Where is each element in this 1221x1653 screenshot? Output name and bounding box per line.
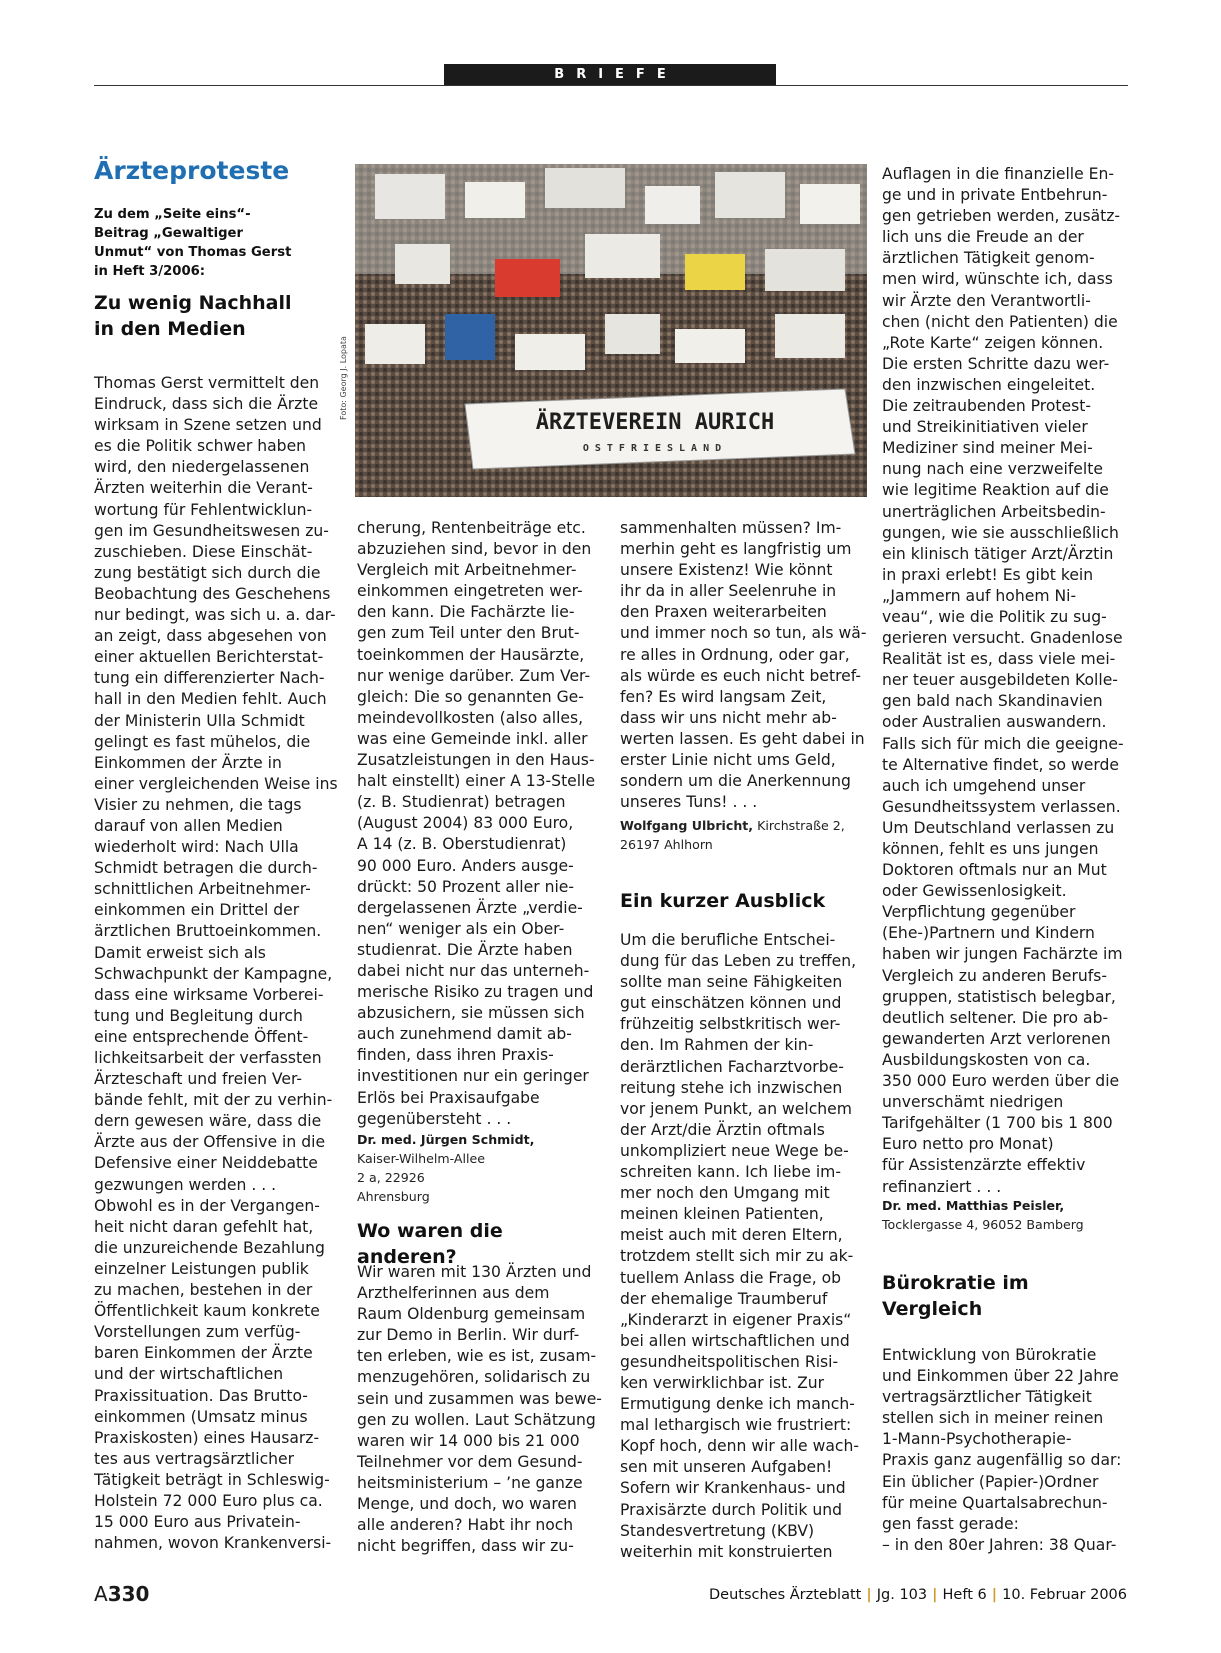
- text-line: Beobachtung des Geschehens: [94, 584, 331, 603]
- text-line: und Streikinitiativen vieler: [882, 418, 1088, 437]
- text-line: Vergleich zu anderen Berufs-: [882, 966, 1108, 985]
- letter-3-author: Dr. med. Matthias Peisler,: [882, 1198, 1065, 1213]
- text-line: meist auch mit deren Eltern,: [620, 1226, 843, 1245]
- text-line: oder Australien auswandern.: [882, 713, 1107, 732]
- text-line: und immer noch so tun, als wä-: [620, 624, 867, 643]
- text-line: Arzthelferinnen aus dem: [357, 1284, 550, 1303]
- text-line: dabei nicht nur das unterneh-: [357, 961, 590, 980]
- article-lead-text: Zu dem „Seite eins“-Beitrag „Gewaltiger Unmut“ von Thomas Gerst in Heft 3/2006:: [94, 207, 292, 279]
- text-line: Kopf hoch, denn wir alle wach-: [620, 1437, 859, 1456]
- text-line: auch zunehmend damit ab-: [357, 1025, 572, 1044]
- page-number-value: 330: [107, 1582, 150, 1606]
- text-line: lichkeitsarbeit der verfassten: [94, 1049, 322, 1067]
- text-line: an zeigt, dass abgesehen von: [94, 627, 327, 646]
- text-line: merhin geht es langfristig um: [620, 540, 852, 559]
- letter-1-author: Dr. med. Jürgen Schmidt,: [357, 1132, 535, 1147]
- text-line: Damit erweist sich als: [94, 943, 266, 962]
- text-line: toeinkommen der Hausärzte,: [357, 645, 585, 664]
- text-line: zung bestätigt sich durch die: [94, 563, 321, 582]
- text-line: 15 000 Euro aus Privatein-: [94, 1513, 301, 1532]
- letter-2-heading: Wo waren die anderen?: [357, 1220, 503, 1268]
- text-line: dass eine wirksame Vorberei-: [94, 985, 324, 1004]
- text-line: nahmen, wovon Krankenversi-: [94, 1534, 332, 1553]
- article-lead: [94, 205, 294, 281]
- text-line: ten erleben, wie es ist, zusam-: [357, 1347, 597, 1366]
- column-1-text: [94, 373, 346, 1554]
- text-line: „Kinderarzt in eigener Praxis“: [620, 1310, 852, 1329]
- text-line: Um Deutschland verlassen zu: [882, 818, 1115, 837]
- text-line: gut einschätzen können und: [620, 994, 842, 1013]
- text-line: Defensive einer Neiddebatte: [94, 1154, 318, 1173]
- text-line: bände fehlt, mit der zu verhin-: [94, 1091, 333, 1110]
- text-line: Um die berufliche Entschei-: [620, 931, 836, 949]
- text-line: in praxi erlebt! Es gibt kein: [882, 565, 1094, 584]
- text-line: gerieren versucht. Gnadenlose: [882, 629, 1123, 648]
- text-line: Menge, und doch, wo waren: [357, 1495, 577, 1514]
- text-line: dass wir uns nicht mehr ab-: [620, 708, 837, 727]
- text-line: zuschieben. Diese Einschät-: [94, 542, 313, 561]
- text-line: gen fasst gerade:: [882, 1514, 1019, 1533]
- text-line: der Ministerin Ulla Schmidt: [94, 711, 305, 730]
- text-line: ner teuer ausgebildeten Kolle-: [882, 671, 1118, 690]
- banner-subtext: OSTFRIESLAND: [582, 443, 728, 454]
- text-line: menzugehören, solidarisch zu: [357, 1368, 591, 1387]
- text-line: ken verwirklichbar ist. Zur: [620, 1373, 825, 1392]
- text-line: gungen, wie sie ausschließlich: [882, 523, 1119, 542]
- text-line: mer noch den Umgang mit: [620, 1184, 830, 1203]
- text-line: gewanderten Arzt verlorenen: [882, 1029, 1111, 1048]
- text-line: gen zu wollen. Laut Schätzung: [357, 1410, 596, 1429]
- text-line: dergelassenen Ärzte „verdie-: [357, 898, 583, 917]
- text-line: den inzwischen eingeleitet.: [882, 375, 1096, 394]
- text-line: den. Im Rahmen der kin-: [620, 1036, 814, 1055]
- text-line: hall in den Medien fehlt. Auch: [94, 690, 327, 709]
- text-line: einkommen eingetreten wer-: [357, 582, 583, 601]
- text-line: schreiten kann. Ich liebe im-: [620, 1163, 841, 1182]
- protest-photo: [355, 164, 867, 497]
- article-title: Ärzteproteste: [94, 156, 290, 185]
- text-line: waren wir 14 000 bis 21 000: [357, 1431, 580, 1450]
- text-line: auch ich umgehend unser: [882, 776, 1086, 795]
- text-line: gelingt es fast mühelos, die: [94, 732, 311, 751]
- text-line: veau“, wie die Politik zu sug-: [882, 607, 1107, 626]
- text-line: gen zum Teil unter den Brut-: [357, 624, 580, 643]
- text-line: unverschämt niedrigen: [882, 1093, 1064, 1112]
- letter-4-heading-text: Bürokratie im Vergleich: [882, 1272, 1029, 1320]
- text-line: studienrat. Die Ärzte haben: [357, 940, 573, 959]
- text-line: deutlich seltener. Die pro ab-: [882, 1008, 1109, 1027]
- letter-4-heading: [882, 1270, 1132, 1322]
- column-3-text: [620, 518, 867, 813]
- text-line: gruppen, statistisch belegbar,: [882, 987, 1116, 1006]
- text-line: Realität ist es, dass viele mei-: [882, 650, 1116, 669]
- text-line: re alles in Ordnung, oder gar,: [620, 645, 850, 664]
- text-line: merische Risiko zu tragen und: [357, 983, 594, 1002]
- text-line: einzelner Leistungen publik: [94, 1259, 309, 1278]
- text-line: Erlös bei Praxisaufgabe: [357, 1088, 540, 1107]
- text-line: fen? Es wird langsam Zeit,: [620, 687, 827, 706]
- journal-name: Deutsches Ärzteblatt: [708, 1587, 862, 1603]
- page-prefix: A: [94, 1582, 108, 1606]
- text-line: Eindruck, dass sich die Ärzte: [94, 395, 319, 414]
- text-line: „Rote Karte“ zeigen können.: [882, 333, 1104, 352]
- text-line: vertragsärztlicher Tätigkeit: [882, 1388, 1092, 1407]
- text-line: wiederholt wird: Nach Ulla: [94, 838, 299, 857]
- text-line: Die ersten Schritte dazu wer-: [882, 354, 1110, 373]
- text-line: Praxiskosten) eines Hausarz-: [94, 1428, 320, 1447]
- text-line: investitionen nur ein geringer: [357, 1067, 589, 1086]
- text-line: drückt: 50 Prozent aller nie-: [357, 877, 575, 896]
- text-line: heit nicht daran gefehlt hat,: [94, 1217, 314, 1236]
- text-line: die unzureichende Bezahlung: [94, 1238, 325, 1257]
- banner-text: ÄRZTEVEREIN AURICH: [535, 410, 775, 435]
- text-line: einkommen ein Drittel der: [94, 901, 300, 920]
- text-line: 1-Mann-Psychotherapie-: [882, 1430, 1072, 1449]
- text-line: bei allen wirtschaftlichen und: [620, 1331, 850, 1350]
- text-line: wortung für Fehlentwicklun-: [94, 500, 313, 519]
- text-line: einkommen (Umsatz minus: [94, 1407, 308, 1426]
- text-line: nung nach eine verzweifelte: [882, 460, 1103, 479]
- text-line: Schmidt betragen die durch-: [94, 859, 318, 878]
- text-line: gesundheitspolitischen Risi-: [620, 1352, 839, 1371]
- text-line: – in den 80er Jahren: 38 Quar-: [882, 1535, 1117, 1554]
- text-line: alle anderen? Habt ihr noch: [357, 1516, 574, 1535]
- text-line: reitung stehe ich inzwischen: [620, 1078, 843, 1097]
- text-line: frühzeitig selbstkritisch wer-: [620, 1015, 841, 1034]
- text-line: Thomas Gerst vermittelt den: [94, 374, 320, 392]
- text-line: unkompliziert neue Wege be-: [620, 1141, 849, 1160]
- letter-1-signature: [357, 1130, 597, 1206]
- text-line: Einkommen der Ärzte in: [94, 753, 282, 772]
- text-line: Entwicklung von Bürokratie: [882, 1346, 1097, 1364]
- text-line: te Alternative findet, so werde: [882, 755, 1119, 774]
- text-line: Tätigkeit beträgt in Schleswig-: [94, 1470, 330, 1489]
- journal-volume: Jg. 103: [876, 1587, 928, 1603]
- text-line: mal lethargisch wie frustriert:: [620, 1416, 852, 1435]
- text-line: zu machen, bestehen in der: [94, 1281, 313, 1300]
- text-line: nicht begriffen, dass wir zu-: [357, 1537, 574, 1556]
- text-line: lich uns die Freude an der: [882, 228, 1084, 247]
- text-line: schnittlichen Arbeitnehmer-: [94, 880, 311, 899]
- text-line: Vorstellungen zum verfüg-: [94, 1323, 301, 1342]
- text-line: „Jammern auf hohem Ni-: [882, 586, 1077, 605]
- text-line: 350 000 Euro werden über die: [882, 1072, 1120, 1091]
- text-line: (z. B. Studienrat) betragen: [357, 793, 566, 812]
- text-line: abzusichern, sie müssen sich: [357, 1004, 585, 1023]
- text-line: gleich: Die so genannten Ge-: [357, 687, 584, 706]
- text-line: und der wirtschaftlichen: [94, 1365, 284, 1384]
- text-line: zur Demo in Berlin. Wir durf-: [357, 1326, 580, 1345]
- text-line: wir Ärzte den Verantwortli-: [882, 291, 1091, 310]
- text-line: vor jenem Punkt, an welchem: [620, 1099, 852, 1118]
- text-line: meinen kleinen Patienten,: [620, 1205, 824, 1224]
- column-2b-text: [357, 1262, 602, 1557]
- text-line: sen mit unseren Aufgaben!: [620, 1458, 833, 1477]
- text-line: chen (nicht den Patienten) die: [882, 312, 1118, 331]
- text-line: gen bald nach Skandinavien: [882, 692, 1103, 711]
- text-line: es die Politik schwer haben: [94, 437, 307, 456]
- text-line: gen im Gesundheitswesen zu-: [94, 521, 329, 540]
- section-header: BRIEFE: [444, 64, 776, 86]
- text-line: tes aus vertragsärztlicher: [94, 1449, 295, 1468]
- text-line: Praxissituation. Das Brutto-: [94, 1386, 308, 1405]
- text-line: Doktoren oftmals nur an Mut: [882, 861, 1107, 880]
- text-line: Euro netto pro Monat): [882, 1135, 1054, 1154]
- column-4-text: [882, 164, 1132, 1198]
- text-line: halt einstellt) einer A 13-Stelle: [357, 772, 596, 791]
- text-line: trotzdem stellt sich mir zu ak-: [620, 1247, 854, 1266]
- text-line: abzuziehen sind, bevor in den: [357, 540, 592, 559]
- journal-footer: Deutsches Ärzteblatt | Jg. 103 | Heft 6 | 10. Februar 2006: [708, 1587, 1127, 1603]
- text-line: Auflagen in die finanzielle En-: [882, 165, 1115, 183]
- text-line: A 14 (z. B. Oberstudienrat): [357, 835, 567, 854]
- text-line: dung für das Leben zu treffen,: [620, 952, 857, 971]
- text-line: (August 2004) 83 000 Euro,: [357, 814, 574, 833]
- letter-1-heading: Zu wenig Nachhall in den Medien: [94, 292, 292, 340]
- text-line: nur wenige darüber. Zum Ver-: [357, 666, 591, 685]
- text-line: unsere Existenz! Wie könnt: [620, 561, 833, 580]
- text-line: gegenübersteht . . .: [357, 1109, 512, 1128]
- column-4b-text: [882, 1345, 1132, 1556]
- text-line: Mediziner sind meiner Mei-: [882, 439, 1093, 458]
- text-line: nur bedingt, was sich u. a. dar-: [94, 606, 336, 625]
- letter-2-address: Kirchstraße 2, 26197 Ahlhorn: [620, 818, 845, 852]
- text-line: ärztlichen Tätigkeit genom-: [882, 249, 1095, 268]
- journal-date: 10. Februar 2006: [1002, 1587, 1127, 1603]
- text-line: Ärzte aus der Offensive in die: [94, 1133, 326, 1152]
- text-line: Obwohl es in der Vergangen-: [94, 1196, 320, 1215]
- text-line: ein klinisch tätiger Arzt/Ärztin: [882, 544, 1114, 563]
- text-line: darauf von allen Medien: [94, 816, 283, 835]
- text-line: ihr da in aller Seelenruhe in: [620, 582, 837, 601]
- text-line: den kann. Die Fachärzte lie-: [357, 603, 575, 622]
- text-line: sammenhalten müssen? Im-: [620, 519, 842, 537]
- text-line: tung ein differenzierter Nach-: [94, 669, 325, 688]
- text-line: tung und Begleitung durch: [94, 1006, 303, 1025]
- text-line: wird, den niedergelassenen: [94, 458, 310, 477]
- letter-2-signature: [620, 816, 860, 854]
- text-line: Standesvertretung (KBV): [620, 1521, 815, 1540]
- text-line: stellen sich in meiner reinen: [882, 1409, 1104, 1428]
- text-line: Ein üblicher (Papier-)Ordner: [882, 1472, 1099, 1491]
- text-line: baren Einkommen der Ärzte: [94, 1344, 313, 1363]
- text-line: Falls sich für mich die geeigne-: [882, 734, 1124, 753]
- text-line: können, fehlt es uns jungen: [882, 840, 1099, 858]
- letter-2-author: Wolfgang Ulbricht,: [620, 818, 754, 833]
- text-line: Öffentlichkeit kaum konkrete: [94, 1302, 320, 1321]
- text-line: für meine Quartalsabrechun-: [882, 1493, 1108, 1512]
- letter-3-address: Tocklergasse 4, 96052 Bamberg: [882, 1217, 1084, 1232]
- text-line: tuellem Anlass die Frage, ob: [620, 1268, 842, 1287]
- text-line: gen getrieben werden, zusätz-: [882, 207, 1121, 226]
- text-line: derärztlichen Facharztvorbe-: [620, 1057, 844, 1076]
- text-line: Tarifgehälter (1 700 bis 1 800: [882, 1114, 1113, 1133]
- letter-1-address: Kaiser-Wilhelm-Allee 2 a, 22926 Ahrensburg: [357, 1151, 486, 1204]
- column-3b-text: [620, 930, 860, 1563]
- text-line: sollte man seine Fähigkeiten: [620, 973, 843, 992]
- text-line: einer vergleichenden Weise ins: [94, 774, 338, 793]
- text-line: Die zeitraubenden Protest-: [882, 397, 1091, 416]
- text-line: unseres Tuns! . . .: [620, 793, 758, 812]
- text-line: Gesundheitssystem verlassen.: [882, 797, 1121, 816]
- letter-3-signature: [882, 1196, 1132, 1234]
- text-line: was eine Gemeinde inkl. aller: [357, 729, 588, 748]
- text-line: Zusatzleistungen in den Haus-: [357, 751, 595, 770]
- text-line: Raum Oldenburg gemeinsam: [357, 1305, 586, 1324]
- text-line: cherung, Rentenbeiträge etc.: [357, 519, 586, 537]
- text-line: sein und zusammen was bewe-: [357, 1389, 602, 1408]
- journal-issue: Heft 6: [942, 1587, 987, 1603]
- header-rule: [94, 85, 1128, 86]
- text-line: unerträglichen Arbeitsbedin-: [882, 502, 1106, 521]
- text-line: heitsministerium – ’ne ganze: [357, 1473, 583, 1492]
- text-line: 90 000 Euro. Anders ausge-: [357, 856, 574, 875]
- text-line: (Ehe-)Partnern und Kindern: [882, 924, 1095, 943]
- text-line: Ausbildungskosten von ca.: [882, 1050, 1091, 1069]
- text-line: nen“ weniger als ein Ober-: [357, 919, 565, 938]
- page-number: [94, 1582, 149, 1606]
- text-line: für Assistenzärzte effektiv: [882, 1156, 1086, 1175]
- text-line: weiterhin mit konstruierten: [620, 1542, 833, 1561]
- text-line: der Arzt/die Ärztin oftmals: [620, 1120, 825, 1139]
- text-line: dern gewesen wäre, dass die: [94, 1112, 322, 1131]
- text-line: oder Gewissenlosigkeit.: [882, 882, 1067, 901]
- text-line: Praxisärzte durch Politik und: [620, 1500, 843, 1519]
- text-line: Praxis ganz augenfällig so dar:: [882, 1451, 1122, 1470]
- text-line: einer aktuellen Berichterstat-: [94, 648, 324, 667]
- text-line: wie legitime Reaktion auf die: [882, 481, 1109, 500]
- text-line: haben wir jungen Fachärzte im: [882, 945, 1123, 964]
- text-line: und Einkommen über 22 Jahre: [882, 1367, 1119, 1386]
- protest-crowd-image: [355, 164, 867, 497]
- text-line: meindevollkosten (also alles,: [357, 708, 584, 727]
- text-line: erster Linie nicht ums Geld,: [620, 751, 836, 770]
- letter-3-heading: Ein kurzer Ausblick: [620, 890, 826, 912]
- text-line: sondern um die Anerkennung: [620, 772, 851, 791]
- text-line: Ärzteschaft und freien Ver-: [94, 1070, 303, 1089]
- text-line: Holstein 72 000 Euro plus ca.: [94, 1491, 323, 1510]
- text-line: Teilnehmer vor dem Gesund-: [357, 1452, 583, 1471]
- text-line: Ermutigung denke ich manch-: [620, 1395, 855, 1414]
- text-line: den Praxen weiterarbeiten: [620, 603, 827, 622]
- text-line: Sofern wir Krankenhaus- und: [620, 1479, 846, 1498]
- column-2-text: [357, 518, 597, 1130]
- text-line: Schwachpunkt der Kampagne,: [94, 964, 333, 983]
- text-line: als würde es euch nicht betref-: [620, 666, 862, 685]
- text-line: gezwungen werden . . .: [94, 1175, 277, 1194]
- text-line: ge und in private Entbehrun-: [882, 186, 1108, 205]
- text-line: wirksam in Szene setzen und: [94, 416, 322, 435]
- text-line: eine entsprechende Öffent-: [94, 1027, 309, 1046]
- text-line: Ärzten weiterhin die Verant-: [94, 479, 313, 498]
- text-line: Verpflichtung gegenüber: [882, 903, 1076, 922]
- text-line: Wir waren mit 130 Ärzten und: [357, 1263, 592, 1281]
- text-line: Vergleich mit Arbeitnehmer-: [357, 561, 577, 580]
- text-line: ärztlichen Bruttoeinkommen.: [94, 922, 322, 941]
- text-line: der ehemalige Traumberuf: [620, 1289, 828, 1308]
- text-line: Visier zu nehmen, die tags: [94, 795, 302, 814]
- text-line: refinanziert . . .: [882, 1177, 1002, 1196]
- text-line: werten lassen. Es geht dabei in: [620, 729, 865, 748]
- text-line: finden, dass ihren Praxis-: [357, 1046, 554, 1065]
- photo-credit: Foto: Georg J. Lopata: [339, 336, 348, 420]
- text-line: men wird, wünschte ich, dass: [882, 270, 1113, 289]
